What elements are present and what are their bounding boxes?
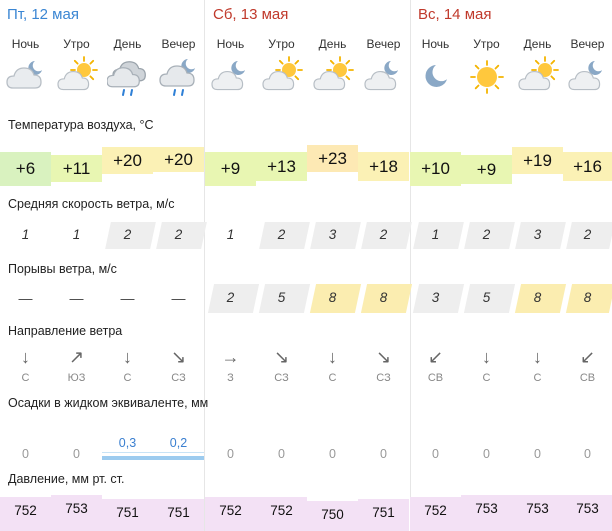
partly-cloudy-day-icon: [512, 56, 563, 100]
gusts-label: Порывы ветра, м/с: [8, 262, 117, 276]
gust-value: 8: [583, 290, 592, 305]
period-label: Ночь: [421, 37, 450, 51]
pressure-value: 750: [321, 507, 344, 522]
precipitation-bar: [153, 456, 204, 460]
cloudy-rain-icon: [102, 56, 153, 100]
precipitation-bar: [102, 456, 153, 460]
wind-direction-arrow-icon: ↘: [375, 347, 392, 367]
wind-direction-arrow-icon: ↘: [273, 347, 290, 367]
period-label: День: [113, 37, 142, 51]
temperature-value: +6: [15, 159, 36, 178]
temperature-label: Температура воздуха, °C: [8, 118, 154, 132]
pressure-value: 752: [270, 503, 293, 518]
gust-value: —: [120, 290, 135, 306]
wind-direction-arrow-icon: ↙: [579, 347, 596, 367]
pressure-value: 751: [116, 505, 139, 520]
gust-value: —: [18, 290, 33, 306]
temperature-value: +9: [476, 160, 497, 179]
temperature-value: +11: [62, 159, 91, 178]
wind-speed-value: 1: [21, 227, 30, 242]
temperature-value: +19: [523, 151, 552, 170]
wind-direction-arrow-icon: ↓: [328, 347, 337, 367]
wind-speed-value: 2: [174, 227, 183, 242]
wind-direction-text: С: [533, 372, 542, 384]
period-label: Вечер: [570, 37, 605, 51]
wind-direction-text: З: [227, 372, 234, 384]
temperature-value: +20: [164, 150, 193, 169]
precipitation-value: 0: [584, 447, 591, 461]
wind-direction-label: Направление ветра: [8, 324, 123, 338]
precipitation-value: 0: [73, 447, 80, 461]
precipitation-value: 0: [22, 447, 29, 461]
precipitation-label: Осадки в жидком эквиваленте, мм: [8, 396, 209, 410]
precipitation-value: 0,2: [169, 436, 188, 450]
day-header-sat: Сб, 13 мая: [213, 6, 289, 23]
pressure-value: 753: [65, 501, 88, 516]
gust-value: 8: [533, 290, 542, 305]
period-label: День: [318, 37, 347, 51]
wind-direction-text: С: [21, 372, 30, 384]
temperature-value: +20: [113, 151, 142, 170]
day-header-fri: Пт, 12 мая: [7, 6, 79, 23]
wind-direction-arrow-icon: ↓: [533, 347, 542, 367]
pressure-value: 751: [167, 505, 190, 520]
pressure-value: 753: [475, 501, 498, 516]
period-label: Ночь: [11, 37, 40, 51]
wind-direction-arrow-icon: ↓: [21, 347, 30, 367]
wind-direction-arrow-icon: ↙: [427, 347, 444, 367]
precipitation-value: 0: [380, 447, 387, 461]
precipitation-value: 0,3: [118, 436, 137, 450]
wind-direction-arrow-icon: ↓: [482, 347, 491, 367]
temperature-value: +13: [267, 157, 296, 176]
pressure-value: 752: [424, 503, 447, 518]
wind-speed-value: 3: [328, 227, 337, 242]
wind-direction-text: С: [482, 372, 491, 384]
cloudy-night-rain-icon: [153, 56, 204, 100]
wind-speed-value: 1: [72, 227, 81, 242]
gust-value: 8: [379, 290, 388, 305]
gust-value: 3: [431, 290, 440, 305]
gust-value: 5: [482, 290, 491, 305]
wind-direction-text: СЗ: [274, 372, 289, 384]
precipitation-bar-top: [153, 452, 204, 453]
precipitation-bar-top: [102, 452, 153, 453]
wind-speed-value: 2: [482, 227, 491, 242]
pressure-value: 753: [526, 501, 549, 516]
temperature-value: +9: [220, 159, 241, 178]
wind-direction-arrow-icon: ↘: [170, 347, 187, 367]
precipitation-value: 0: [278, 447, 285, 461]
period-label: Вечер: [366, 37, 401, 51]
temperature-value: +23: [318, 149, 347, 168]
pressure-value: 751: [372, 505, 395, 520]
wind-direction-text: СЗ: [171, 372, 186, 384]
partly-cloudy-night-icon: [205, 56, 256, 100]
wind-direction-text: С: [123, 372, 132, 384]
wind-speed-value: 1: [431, 227, 440, 242]
temperature-value: +16: [573, 157, 602, 176]
wind-speed-value: 2: [379, 227, 388, 242]
period-label: Утро: [63, 37, 90, 51]
moon-icon: [410, 56, 461, 100]
sun-icon: [461, 56, 512, 100]
period-label: Ночь: [216, 37, 245, 51]
wind-direction-arrow-icon: →: [221, 347, 240, 367]
gust-value: 2: [226, 290, 235, 305]
precipitation-value: 0: [534, 447, 541, 461]
wind-speed-value: 2: [277, 227, 286, 242]
wind-speed-value: 2: [583, 227, 592, 242]
partly-cloudy-day-icon: [256, 56, 307, 100]
period-label: Утро: [268, 37, 295, 51]
day-header-sun: Вс, 14 мая: [418, 6, 492, 23]
precipitation-value: 0: [432, 447, 439, 461]
precipitation-value: 0: [227, 447, 234, 461]
gust-value: —: [69, 290, 84, 306]
partly-cloudy-day-icon: [51, 56, 102, 100]
period-label: Вечер: [161, 37, 196, 51]
partly-cloudy-night-icon: [358, 56, 409, 100]
wind-direction-text: С: [328, 372, 337, 384]
temperature-value: +18: [369, 157, 398, 176]
period-label: Утро: [473, 37, 500, 51]
pressure-label: Давление, мм рт. ст.: [8, 472, 125, 486]
precipitation-value: 0: [483, 447, 490, 461]
wind-speed-value: 1: [226, 227, 235, 242]
wind-direction-text: СВ: [579, 372, 596, 384]
temperature-value: +10: [421, 159, 450, 178]
wind-speed-value: 3: [533, 227, 542, 242]
wind-speed-value: 2: [123, 227, 132, 242]
gust-value: 5: [277, 290, 286, 305]
gust-value: —: [171, 290, 186, 306]
wind-speed-label: Средняя скорость ветра, м/с: [8, 197, 175, 211]
pressure-value: 752: [219, 503, 242, 518]
wind-direction-text: ЮЗ: [67, 372, 86, 384]
pressure-value: 752: [14, 503, 37, 518]
gust-value: 8: [328, 290, 337, 305]
wind-direction-arrow-icon: ↓: [123, 347, 132, 367]
wind-direction-text: СЗ: [376, 372, 391, 384]
wind-direction-text: СВ: [427, 372, 444, 384]
partly-cloudy-night-icon: [563, 56, 612, 100]
precipitation-value: 0: [329, 447, 336, 461]
pressure-value: 753: [576, 501, 599, 516]
period-label: День: [523, 37, 552, 51]
wind-direction-arrow-icon: ↗: [68, 347, 85, 367]
cloudy-night-icon: [0, 56, 51, 100]
partly-cloudy-day-icon: [307, 56, 358, 100]
